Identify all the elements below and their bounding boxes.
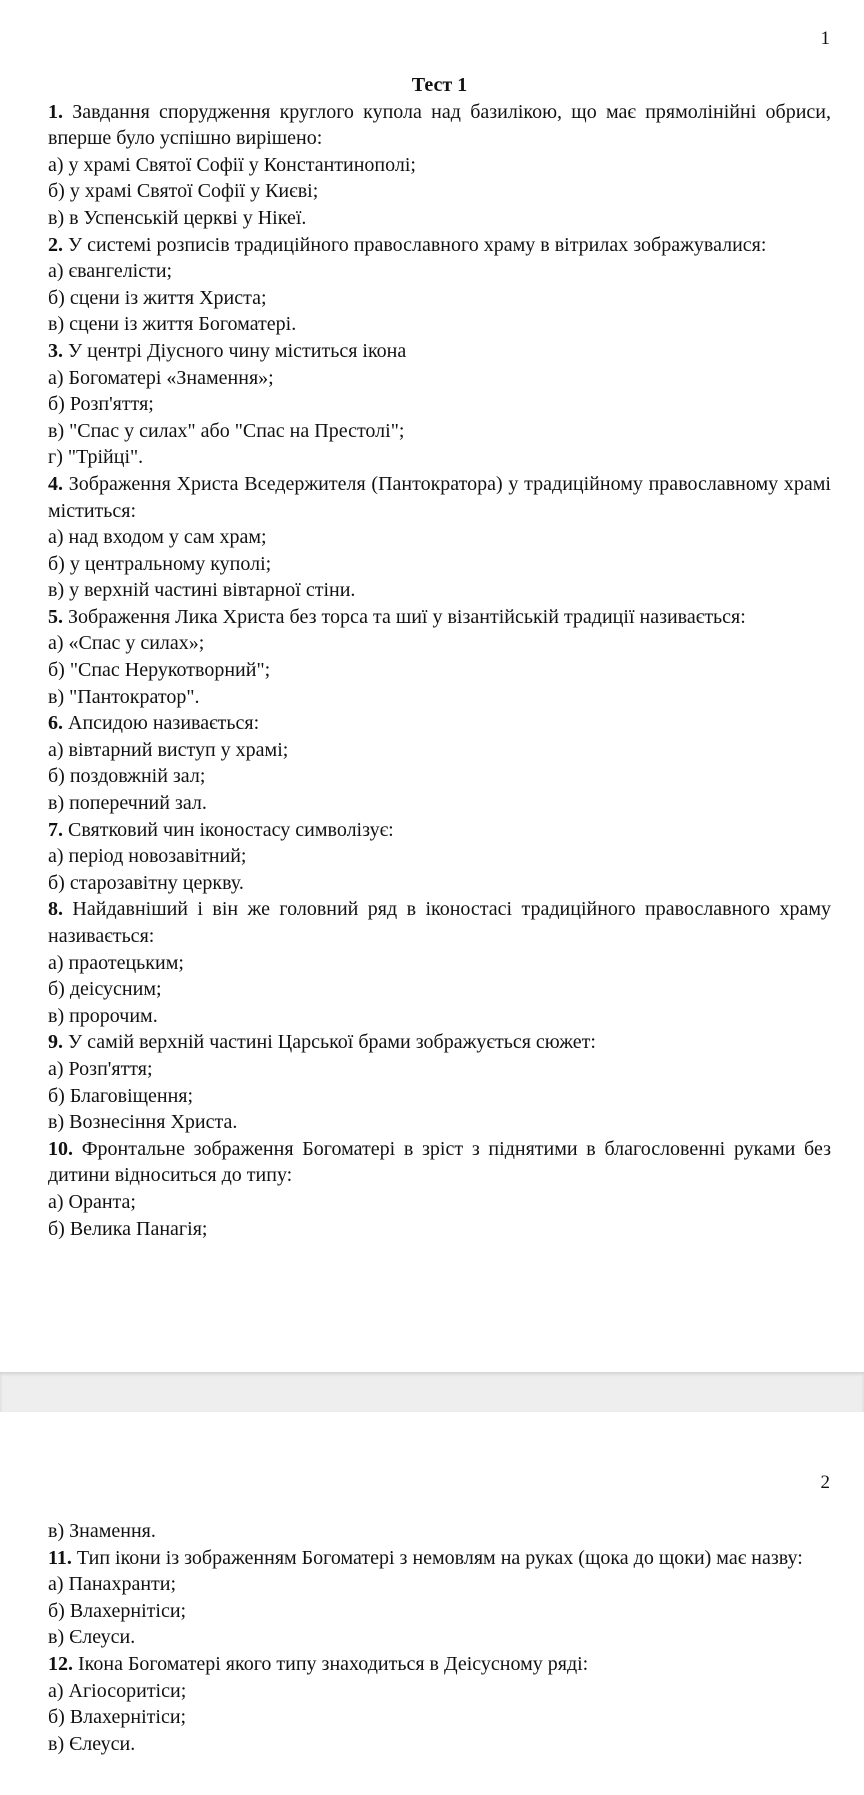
question-number: 3. [48,339,63,362]
answer-option: в) поперечний зал. [48,792,207,815]
question-number: 6. [48,712,63,735]
answer-option: а) період новозавітний; [48,845,247,868]
question-text: Завдання спорудження круглого купола над базилікою, що має прямолінійні обриси, вперше було успішно вирішено: [48,100,831,150]
answer-option: в) в Успенській церкві у Нікеї. [48,206,307,229]
page-content [48,72,831,1242]
question [48,1029,831,1056]
answer-option: б) Влахернітіси; [48,1706,187,1729]
question [48,471,831,524]
question [48,896,831,949]
answer-option: а) євангелісти; [48,260,173,283]
question-number: 4. [48,472,63,495]
answer-option: а) над входом у сам храм; [48,526,267,549]
question [48,1136,831,1189]
answer-option: в) "Спас у силах" або "Спас на Престолі"; [48,419,405,442]
question [48,338,831,365]
answer-option: а) у храмі Святої Софії у Константинополі; [48,153,416,176]
page-separator [0,1372,864,1412]
answer-option: б) Велика Панагія; [48,1217,208,1240]
answer-option: б) деісусним; [48,978,162,1001]
answer-option: а) Розп'яття; [48,1057,153,1080]
page-content [48,1518,831,1771]
answer-option: б) сцени із життя Христа; [48,286,267,309]
page-2 [0,1412,864,1795]
answer-option: а) праотецьким; [48,951,184,974]
question-text: Зображення Лика Христа без торса та шиї у візантійській традиції називається: [63,605,746,628]
question-text: Фронтальне зображення Богоматері в зріст з піднятими в благословенні руками без дитини відноситься до типу: [48,1137,831,1187]
question-text: Зображення Христа Вседержителя (Пантократора) у традиційному православному храмі міститься: [48,472,831,522]
answer-option: в) Знамення. [48,1520,156,1542]
question-number: 10. [48,1137,73,1160]
question [48,232,831,259]
question [48,817,831,844]
answer-option: г) "Трійці". [48,446,144,469]
question-text: Ікона Богоматері якого типу знаходиться в Деісусному ряді: [73,1652,589,1675]
question-list [48,1545,831,1758]
page-number: 1 [820,28,830,49]
question-number: 11. [48,1546,72,1569]
answer-option: в) Вознесіння Христа. [48,1111,238,1134]
question-text: У центрі Діусного чину міститься ікона [63,339,407,362]
answer-option: в) сцени із життя Богоматері. [48,313,297,336]
answer-option: в) пророчим. [48,1004,158,1027]
answer-option: б) старозавітну церкву. [48,871,244,894]
question-number: 1. [48,100,63,123]
question [48,604,831,631]
answer-option: а) Богоматері «Знамення»; [48,366,274,389]
question-number: 5. [48,605,63,628]
answer-option: б) "Спас Нерукотворний"; [48,659,271,682]
test-title: Тест 1 [411,74,468,96]
question-text: У системі розписів традиційного православного храму в вітрилах зображувалися: [63,233,767,256]
question-text: Святковий чин іконостасу символізує: [63,818,394,841]
question-text: Найдавніший і він же головний ряд в іконостасі традиційного православного храму називається: [48,898,831,947]
cropped-text-line [48,1757,831,1771]
page-number: 2 [820,1472,830,1493]
question-number: 2. [48,233,63,256]
question-number: 7. [48,818,63,841]
answer-option: а) «Спас у силах»; [48,632,205,655]
question-text: Апсидою називається: [63,712,260,735]
question-number: 12. [48,1652,73,1675]
answer-option: б) поздовжній зал; [48,765,206,788]
answer-option: а) Агіосоритіси; [48,1679,187,1702]
answer-option: в) у верхній частині вівтарної стіни. [48,579,356,602]
question-text: Тип ікони із зображенням Богоматері з немовлям на руках (щока до щоки) має назву: [71,1546,803,1569]
answer-option: б) Влахернітіси; [48,1599,187,1622]
question [48,710,831,737]
answer-option: а) вівтарний виступ у храмі; [48,738,289,761]
question-text: У самій верхній частині Царської брами зображується сюжет: [63,1031,596,1054]
answer-option: а) Панахранти; [48,1573,177,1596]
question-list [48,99,831,1243]
question-number: 8. [48,898,63,921]
question [48,1545,831,1572]
answer-option: б) Благовіщення; [48,1084,194,1107]
answer-option: в) "Пантократор". [48,685,200,708]
answer-option: б) у центральному куполі; [48,552,272,575]
answer-option: в) Єлеуси. [48,1626,136,1649]
answer-option: б) Розп'яття; [48,393,154,416]
question [48,1651,831,1678]
answer-option: б) у храмі Святої Софії у Києві; [48,180,319,203]
answer-option: в) Єлеуси. [48,1732,136,1755]
answer-option: а) Оранта; [48,1190,136,1213]
question [48,99,831,152]
question-number: 9. [48,1031,63,1054]
